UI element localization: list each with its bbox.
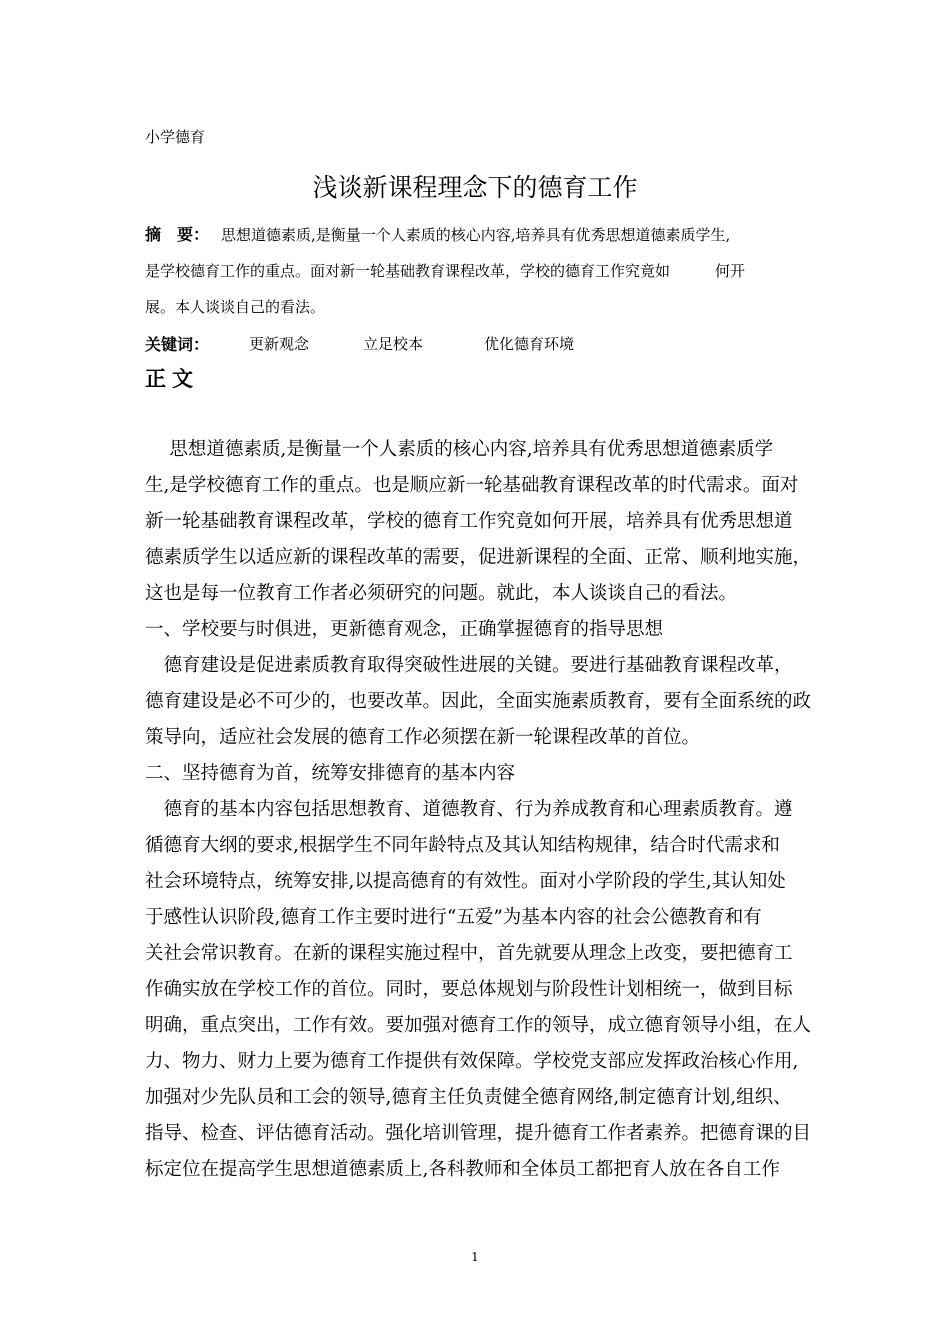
body-line: 加强对少先队员和工会的领导,德育主任负责健全德育网络,制定德育计划,组织、 <box>145 1087 792 1108</box>
body-line: 作确实放在学校工作的首位。同时，要总体规划与阶段性计划相统一，做到目标 <box>145 979 793 1000</box>
body-heading: 正文 <box>145 367 199 391</box>
body-line: 思想道德素质,是衡量一个人素质的核心内容,培养具有优秀思想道德素质学 <box>145 439 774 460</box>
body-line: 德育建设是必不可少的，也要改革。因此，全面实施素质教育，要有全面系统的政 <box>145 691 812 712</box>
keyword-item: 立足校本 <box>363 335 424 353</box>
keywords-label: 关键词： <box>145 335 210 354</box>
body-line: 力、物力、财力上要为德育工作提供有效保障。学校党支部应发挥政治核心作用, <box>145 1051 799 1072</box>
body-line: 这也是每一位教育工作者必须研究的问题。就此，本人谈谈自己的看法。 <box>145 583 738 604</box>
body-line: 关社会常识教育。在新的课程实施过程中，首先就要从理念上改变，要把德育工 <box>145 943 793 964</box>
body-line: 德素质学生以适应新的课程改革的需要，促进新课程的全面、正常、顺利地实施， <box>145 547 812 568</box>
body-line: 德育的基本内容包括思想教育、道德教育、行为养成教育和心理素质教育。遵 <box>145 799 793 820</box>
body-line: 标定位在提高学生思想道德素质上,各科教师和全体员工都把育人放在各自工作 <box>145 1159 780 1180</box>
body-line: 指导、检查、评估德育活动。强化培训管理，提升德育工作者素养。把德育课的目 <box>145 1123 812 1144</box>
page-number: 1 <box>471 1250 479 1264</box>
body-line: 明确，重点突出，工作有效。要加强对德育工作的领导，成立德育领导小组，在人 <box>145 1015 812 1036</box>
document-title: 浅谈新课程理念下的德育工作 <box>312 173 638 202</box>
section-heading: 二、坚持德育为首，统筹安排德育的基本内容 <box>145 763 516 784</box>
body-line: 于感性认识阶段,德育工作主要时进行“五爱”为基本内容的社会公德教育和有 <box>145 907 762 928</box>
abstract-line: 是学校德育工作的重点。面对新一轮基础教育课程改革，学校的德育工作究竟如 何开 <box>145 262 746 280</box>
body-line: 策导向，适应社会发展的德育工作必须摆在新一轮课程改革的首位。 <box>145 727 701 748</box>
body-line: 社会环境特点，统筹安排,以提高德育的有效性。面对小学阶段的学生,其认知处 <box>145 871 786 892</box>
keyword-item: 更新观念 <box>249 335 310 353</box>
document-category: 小学德育 <box>145 128 206 146</box>
body-line: 新一轮基础教育课程改革，学校的德育工作究竟如何开展，培养具有优秀思想道 <box>145 511 793 532</box>
section-heading: 一、学校要与时俱进，更新德育观念，正确掌握德育的指导思想 <box>145 619 664 640</box>
abstract-line: 思想道德素质,是衡量一个人素质的核心内容,培养具有优秀思想道德素质学生, <box>221 226 731 244</box>
abstract-label: 摘 要： <box>145 225 210 244</box>
abstract-line: 展。本人谈谈自己的看法。 <box>145 298 326 316</box>
body-line: 德育建设是促进素质教育取得突破性进展的关键。要进行基础教育课程改革， <box>145 655 793 676</box>
keyword-item: 优化德育环境 <box>484 335 575 353</box>
body-line: 循德育大纲的要求,根据学生不同年龄特点及其认知结构规律，结合时代需求和 <box>145 835 780 856</box>
body-line: 生,是学校德育工作的重点。也是顺应新一轮基础教育课程改革的时代需求。面对 <box>145 475 799 496</box>
